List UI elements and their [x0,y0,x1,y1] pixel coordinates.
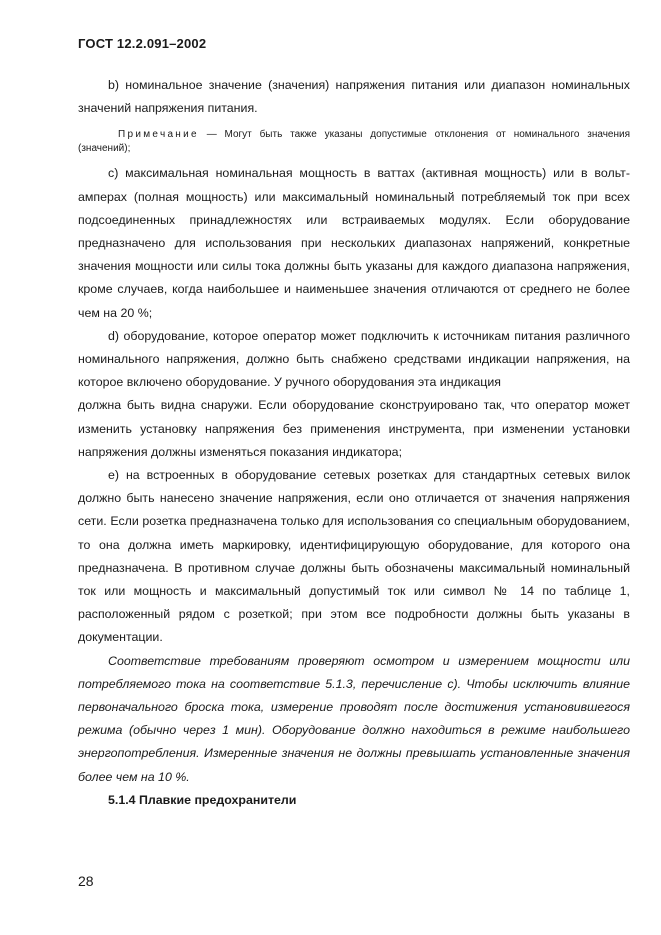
document-body [78,74,630,812]
page-number: 28 [78,873,94,889]
section-heading: 5.1.4 Плавкие предохранители [108,792,297,807]
compliance-paragraph: Соответствие требованиям проверяют осмотром и измерением мощности или потребляемого тока на соответствие 5.1.3, перечисление c). Чтобы исключить влияние первоначального броска тока, измерение проводят после достижения установившегося режима (обычно через 1 мин). Оборудование должно находиться в режиме наибольшего энергопотребления. Измеренные значения не должны превышать установленные значения более чем на 10 %. [78,653,630,784]
paragraph-d-continued: должна быть видна снаружи. Если оборудование сконструировано так, что оператор может изменить установку напряжения без применения инструмента, при изменении установки напряжения должны изменяться показания индикатора; [78,398,630,459]
paragraph-e: e) на встроенных в оборудование сетевых розетках для стандартных сетевых вилок должно быть нанесено значение напряжения, если оно отличается от значения напряжения сети. Если розетка предназначена только для использования со специальным оборудованием, то она должна иметь маркировку, идентифицирующую оборудование, для которого она предназначена. В противном случае должны быть обозначены максимальный номинальный ток или мощность и максимальный допустимый ток или символ № 14 по таблице 1, расположенный рядом с розеткой; при этом все подробности должны быть указаны в документации. [78,468,630,645]
note [78,128,630,155]
paragraph-b: b) номинальное значение (значения) напряжения питания или диапазон номинальных значений напряжения питания. [78,78,630,116]
note-text: — Могут быть также указаны допустимые отклонения от номинального значения (значений); [78,129,630,154]
paragraph-d: d) оборудование, которое оператор может подключить к источникам питания различного номинального напряжения, должно быть снабжено средствами индикации напряжения, на которое включено оборудование. У ручного оборудования эта индикация [78,328,630,390]
paragraph-c: c) максимальная номинальная мощность в ваттах (активная мощность) или в вольт-амперах (полная мощность) или максимальный номинальный потребляемый ток при всех подсоединенных принадлежностях или встраиваемых модулях. Если оборудование предназначено для использования при нескольких диапазонах напряжений, конкретные значения мощности или силы тока должны быть указаны для каждого диапазона напряжения, кроме случаев, когда наибольшее и наименьшее значения отличаются от среднего не более чем на 20 %; [78,166,630,320]
note-label: Примечание [118,129,199,141]
document-header: ГОСТ 12.2.091–2002 [78,36,207,51]
